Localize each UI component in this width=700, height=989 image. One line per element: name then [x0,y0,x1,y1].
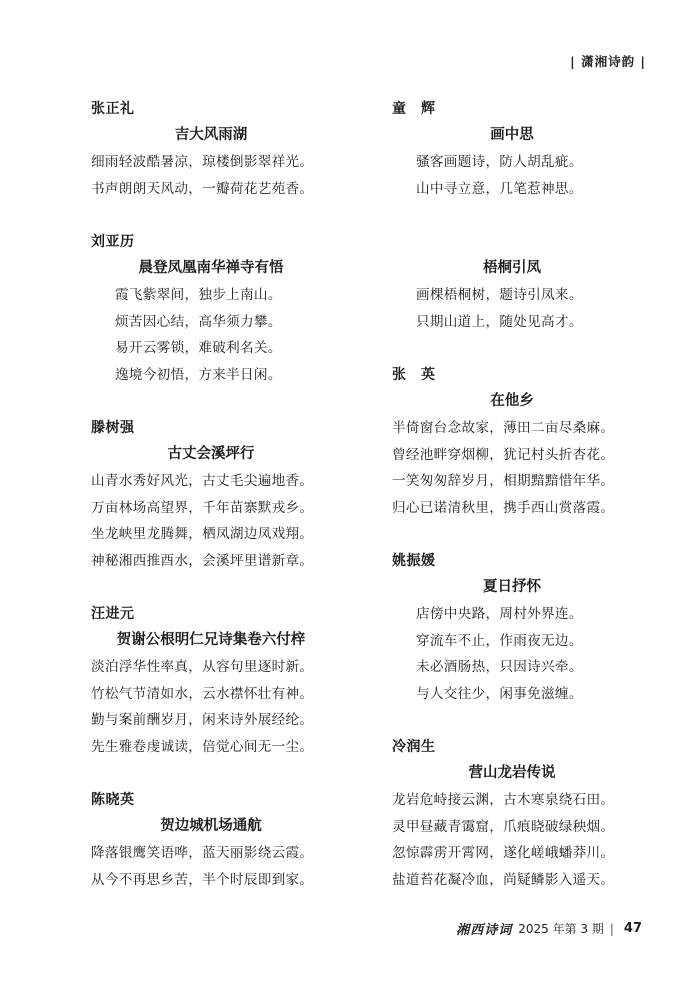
poem-entry [91,787,331,893]
poem-line: 灵甲昼藏青霭窟，爪痕晓破绿秧烟。 [392,818,615,835]
poem-entry [392,96,632,202]
poem-title: 晨登凤凰南华禅寺有悟 [138,259,284,276]
left-column [91,96,331,920]
poem-title: 贺谢公根明仁兄诗集卷六付梓 [116,631,306,648]
page-footer [456,919,642,938]
author-name: 张正礼 [91,101,135,117]
poem-line: 店傍中央路，周村外界连。 [416,606,583,622]
poem-line: 归心已诺清秋里，携手西山赏落霞。 [392,499,615,516]
poem-line: 一笑匆匆辞岁月，相期黯黯惜年华。 [392,473,615,489]
poem-title: 画中思 [490,126,534,143]
issue-label: 2025 年第 3 期 [518,922,604,936]
poem-title: 贺边城机场通航 [160,817,262,834]
author-name: 姚振媛 [392,553,436,569]
author-name: 滕树强 [91,420,135,436]
poem-line: 易开云雾锁，难破利名关。 [115,340,282,356]
poem-entry [392,734,632,893]
poem-line: 龙岩危峙接云渊，古木寒泉绕石田。 [392,792,615,808]
author-name: 汪进元 [91,606,135,622]
author-name: 陈晓英 [91,792,135,808]
poem-title: 梧桐引凤 [483,259,541,276]
poem-line: 曾经池畔穿烟柳，犹记村头折杏花。 [392,446,615,463]
poem-line: 细雨轻波酷暑凉，琼楼倒影翠祥光。 [91,154,314,170]
poem-entry [91,96,331,202]
magazine-logo: 湘西诗词 [456,923,513,938]
author-name: 张 英 [392,367,436,383]
poem-entry [91,229,331,388]
poem-line: 忽惊霹雳开霄网，遂化嵯峨蟠莽川。 [392,845,615,861]
footer-separator: | [609,921,614,936]
poem-line: 竹松气节清如水，云水襟怀壮有神。 [91,685,314,702]
poem-entry [392,229,632,335]
right-column [392,96,632,920]
poem-line: 坐龙峡里龙腾舞，栖凤湖边凤戏翔。 [91,526,314,542]
author-name: 冷润生 [392,739,436,755]
poem-title: 在他乡 [490,392,534,409]
poem-entry [392,362,632,521]
poem-line: 烦苦因心结，高华须力攀。 [115,313,282,330]
poem-title: 吉大风雨湖 [174,126,248,143]
poem-entry [392,548,632,707]
author-name [392,229,632,255]
poem-line: 书声朗朗天风动，一瓣荷花艺苑香。 [91,180,314,197]
poem-line: 画棵梧桐树，题诗引凤来。 [416,287,583,303]
poem-title: 夏日抒怀 [483,578,541,595]
poem-line: 降落银鹰笑语哗，蓝天丽影绕云霞。 [91,845,314,861]
poem-title: 营山龙岩传说 [468,764,556,781]
poem-line: 山中寻立意，几笔惹神思。 [416,180,583,197]
poem-line: 从今不再思乡苦，半个时辰即到家。 [91,871,314,888]
poem-line: 穿流车不止，作雨夜无边。 [416,632,583,649]
section-tag: | 潇湘诗韵 | [570,54,646,69]
poem-line: 骚客画题诗，防人胡乱疵。 [416,154,583,170]
poem-entry [91,415,331,574]
poem-line: 先生雅卷虔诚读，倍觉心间无一尘。 [91,738,314,755]
page-number: 47 [623,921,642,936]
author-name: 童 辉 [392,101,436,117]
poem-line: 与人交往少，闲事免滋缠。 [416,685,583,702]
poem-line: 勤与案前酬岁月，闲来诗外展经纶。 [91,712,314,728]
poem-line: 神秘湘西推酉水，会溪坪里谱新章。 [91,552,314,569]
poem-title: 古丈会溪坪行 [167,445,255,462]
author-name: 刘亚历 [91,234,135,250]
poem-line: 淡泊浮华性率真，从容句里逐时新。 [91,659,314,675]
poem-line: 半倚窗台念故家，薄田二亩尽桑麻。 [392,420,615,436]
poem-line: 逸境今初悟，方来半日闲。 [115,366,282,383]
poem-line: 盐道苔花凝冷血，尚疑鳞影入遥天。 [392,871,615,888]
poem-line: 未必酒肠热，只因诗兴牵。 [416,659,583,675]
poem-entry [91,601,331,760]
poem-line: 霞飞紫翠间，独步上南山。 [115,287,282,303]
poem-line: 万亩林场高望界，千年苗寨默戎乡。 [91,499,314,516]
poem-line: 只期山道上，随处见高才。 [416,313,583,330]
poem-line: 山青水秀好风光，古丈毛尖遍地香。 [91,473,314,489]
